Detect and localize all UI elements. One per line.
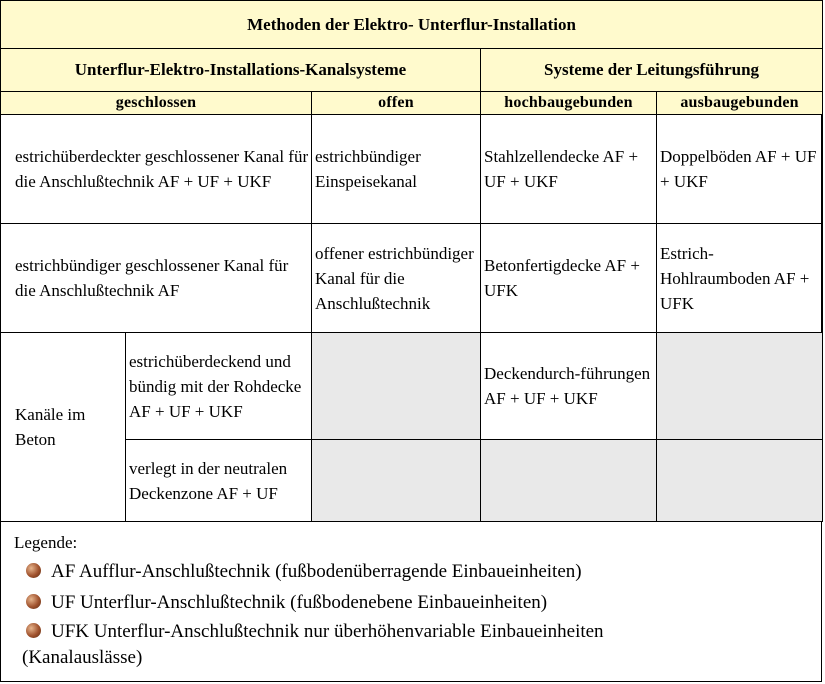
group-header-leitungsfuehrung: Systeme der Leitungsführung (481, 49, 823, 92)
bullet-icon (26, 594, 41, 609)
legend-item-uf-text: UF Unterflur-Anschlußtechnik (fußbodenebene Einbaueinheiten) (51, 592, 548, 613)
legend-item-af (26, 559, 582, 585)
cell-beton-neutrale-deckenzone: verlegt in der neutralen Deckenzone AF + UF (126, 440, 312, 522)
table-title: Methoden der Elektro- Unterflur-Installation (1, 1, 823, 49)
bullet-icon (26, 623, 41, 638)
legend-item-ufk-text: UFK Unterflur-Anschlußtechnik nur überhöhenvariable Einbaueinheiten (51, 621, 604, 642)
empty-cell-ausbau-1 (657, 333, 823, 440)
cell-kanaele-im-beton: Kanäle im Beton (1, 333, 126, 522)
legend-item-ufk (22, 619, 604, 671)
legend-item-ufk-continuation: (Kanalauslässe) (22, 647, 143, 668)
subheader-geschlossen: geschlossen (1, 92, 312, 115)
cell-beton-estrichueberdeckend: estrichüberdeckend und bündig mit der Rohdecke AF + UF + UKF (126, 333, 312, 440)
legend-item-af-text: AF Aufflur-Anschlußtechnik (fußbodenüberragende Einbaueinheiten) (51, 561, 582, 582)
group-header-kanalsysteme: Unterflur-Elektro-Installations-Kanalsysteme (1, 49, 481, 92)
cell-r2-offen: offener estrichbündiger Kanal für die Anschlußtechnik (312, 224, 481, 333)
bullet-icon (26, 563, 41, 578)
empty-cell-hochbau-2 (481, 440, 657, 522)
legend-item-uf (26, 590, 547, 616)
subheader-hochbaugebunden: hochbaugebunden (481, 92, 657, 115)
cell-r1-offen: estrichbündiger Einspeisekanal (312, 115, 481, 224)
subheader-offen: offen (312, 92, 481, 115)
empty-cell-offen-2 (312, 440, 481, 522)
cell-r2-geschlossen: estrichbündiger geschlossener Kanal für die Anschlußtechnik AF (1, 224, 312, 333)
subheader-ausbaugebunden: ausbaugebunden (657, 92, 823, 115)
empty-cell-ausbau-2 (657, 440, 823, 522)
cell-beton-deckendurchfuehrungen: Deckendurch-führungen AF + UF + UKF (481, 333, 657, 440)
cell-r1-hochbau: Stahlzellendecke AF + UF + UKF (481, 115, 657, 224)
empty-cell-offen-1 (312, 333, 481, 440)
legend (0, 527, 822, 682)
cell-r1-ausbau: Doppelböden AF + UF + UKF (657, 115, 823, 224)
cell-r1-geschlossen: estrichüberdeckter geschlossener Kanal für die Anschlußtechnik AF + UF + UKF (1, 115, 312, 224)
legend-title: Legende: (14, 533, 78, 552)
cell-r2-ausbau: Estrich-Hohlraumboden AF + UFK (657, 224, 823, 333)
cell-r2-hochbau: Betonfertigdecke AF + UFK (481, 224, 657, 333)
